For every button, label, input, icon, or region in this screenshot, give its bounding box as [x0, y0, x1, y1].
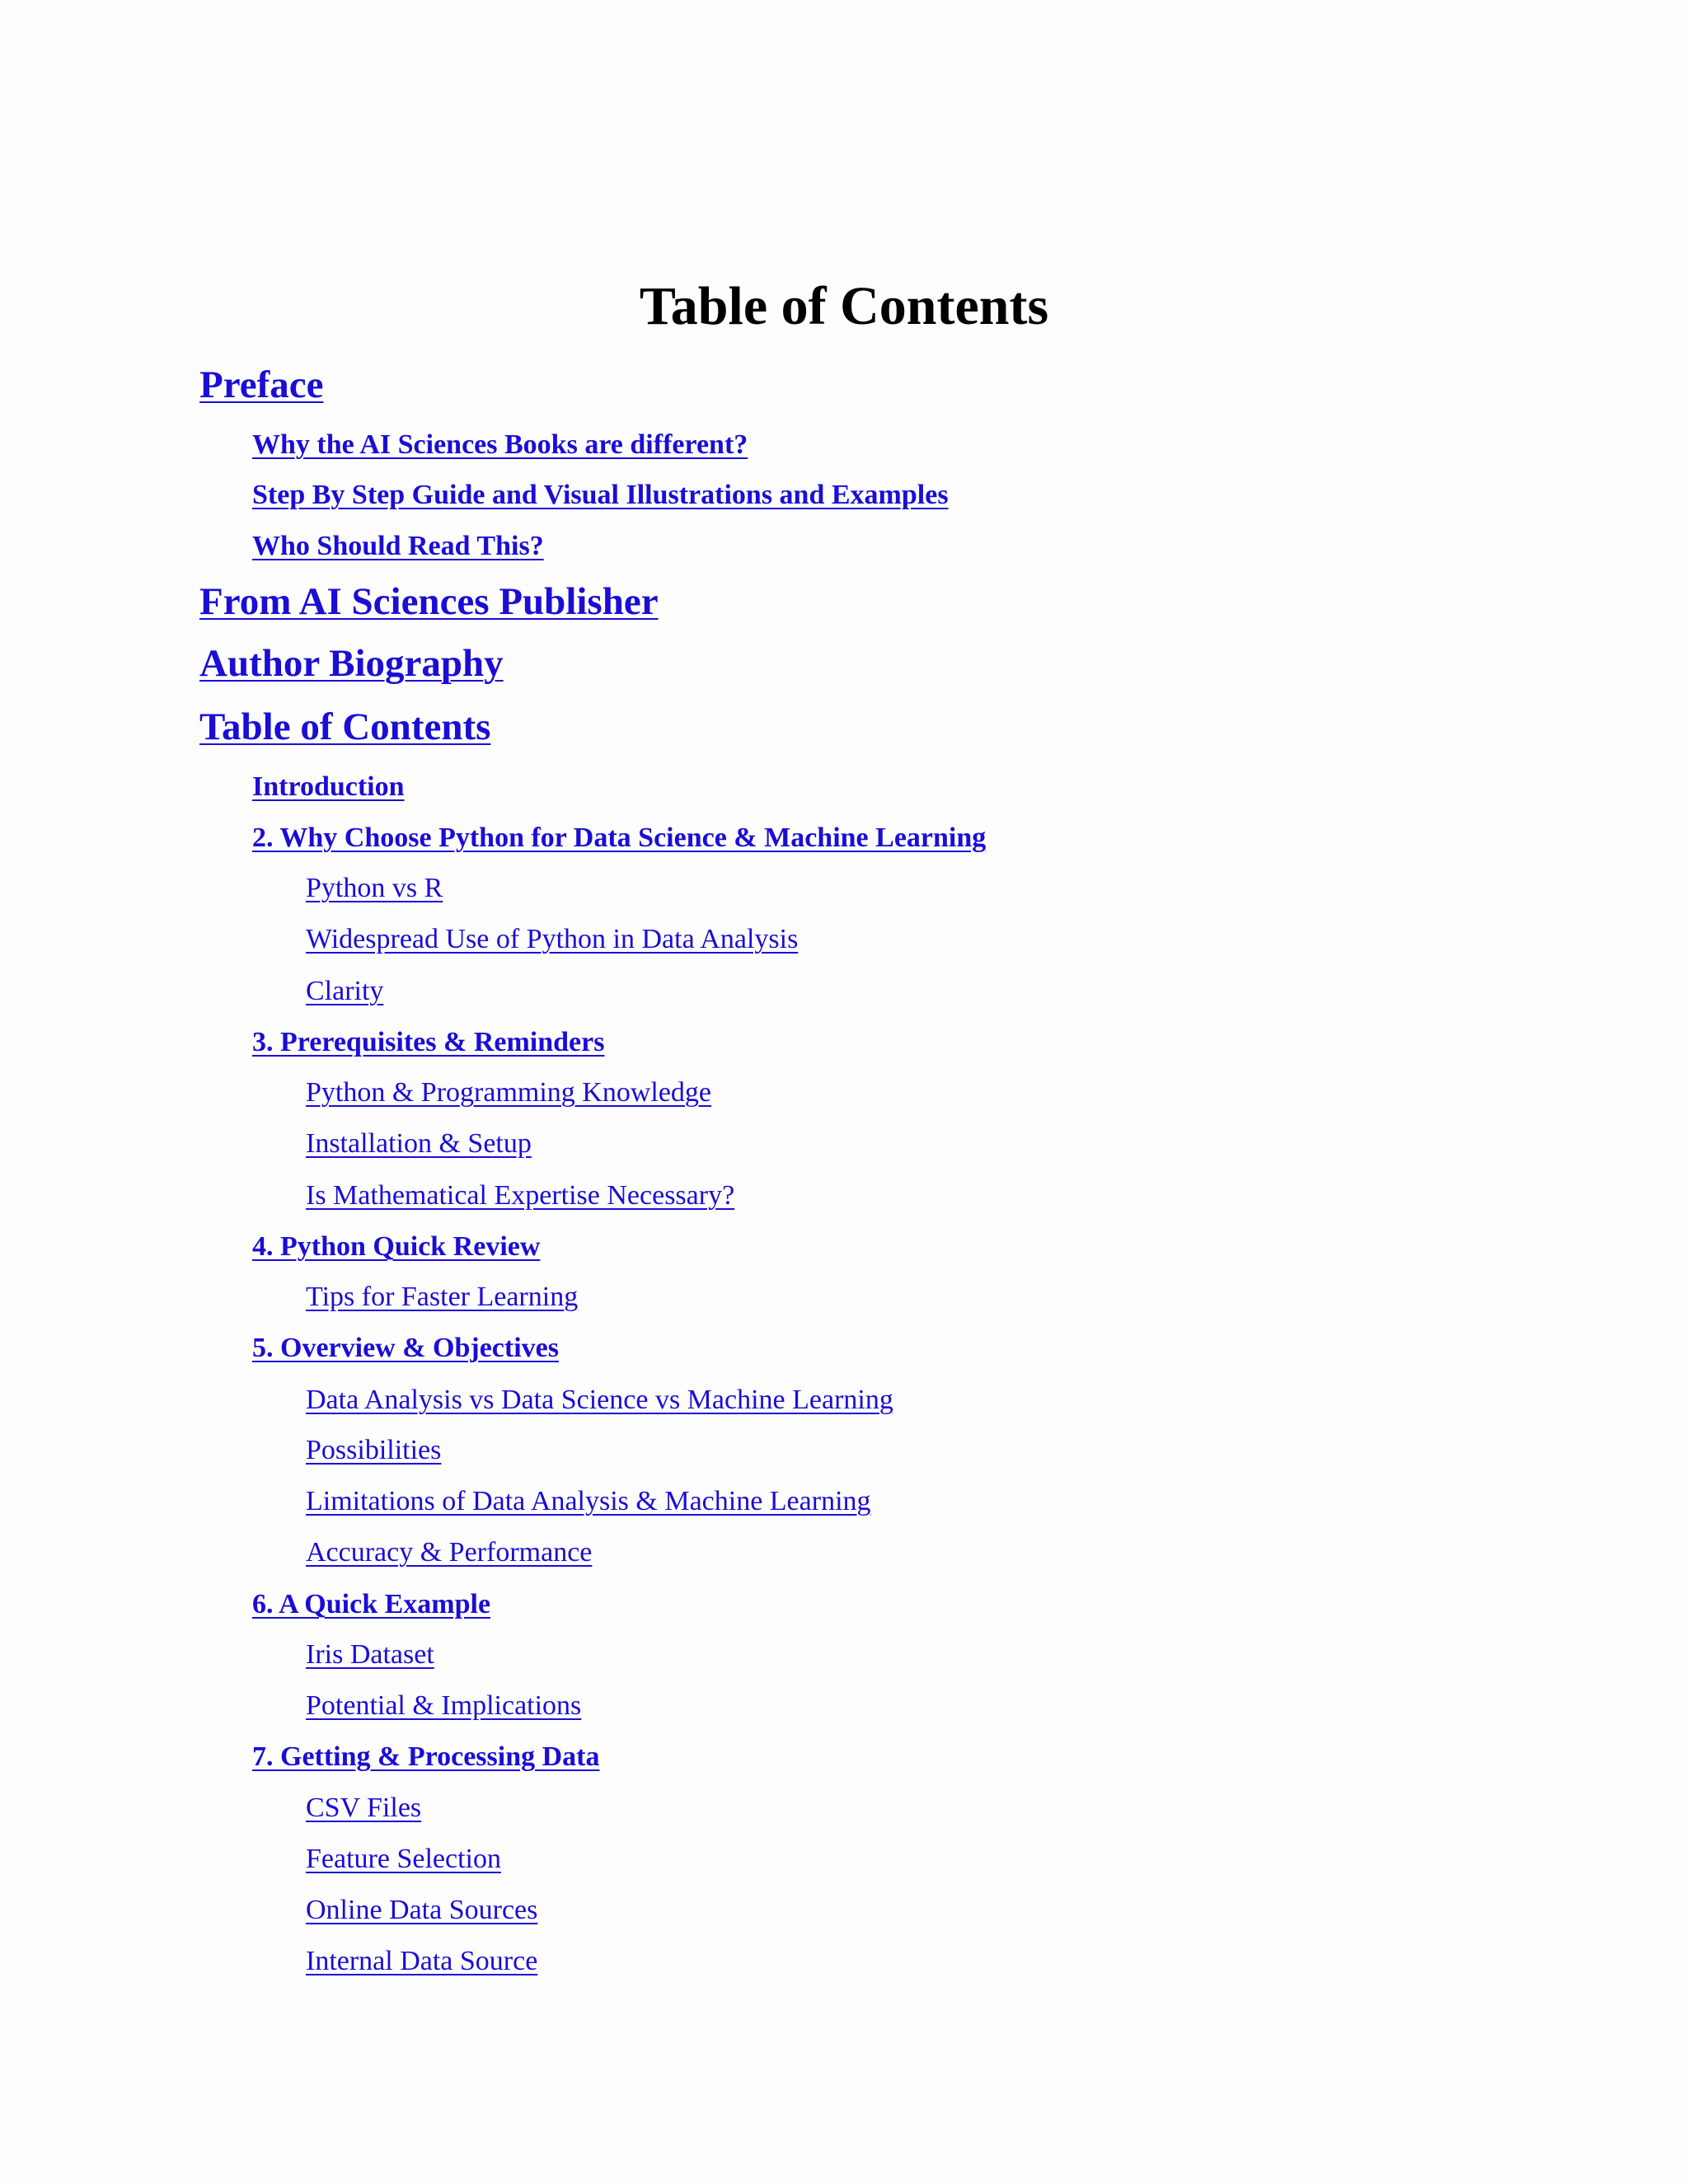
- toc-link-author-biography[interactable]: Author Biography: [199, 642, 504, 685]
- toc-link-chapter-4[interactable]: 4. Python Quick Review: [252, 1231, 541, 1262]
- toc-link-math-expertise[interactable]: Is Mathematical Expertise Necessary?: [306, 1180, 735, 1211]
- toc-link-iris-dataset[interactable]: Iris Dataset: [306, 1639, 434, 1670]
- toc-link-accuracy-performance[interactable]: Accuracy & Performance: [306, 1537, 593, 1568]
- toc-link-chapter-3[interactable]: 3. Prerequisites & Reminders: [252, 1027, 605, 1057]
- toc-link-step-by-step[interactable]: Step By Step Guide and Visual Illustrations and Examples: [252, 480, 949, 510]
- toc-link-clarity[interactable]: Clarity: [306, 976, 384, 1006]
- toc-link-csv-files[interactable]: CSV Files: [306, 1793, 422, 1823]
- toc-link-possibilities[interactable]: Possibilities: [306, 1435, 442, 1465]
- toc-link-table-of-contents[interactable]: Table of Contents: [199, 705, 491, 748]
- toc-link-da-vs-ds-vs-ml[interactable]: Data Analysis vs Data Science vs Machine Learning: [306, 1385, 893, 1415]
- toc-link-widespread-use[interactable]: Widespread Use of Python in Data Analysis: [306, 924, 799, 954]
- page-title: Table of Contents: [639, 276, 1049, 336]
- toc-link-why-different[interactable]: Why the AI Sciences Books are different?: [252, 429, 748, 460]
- toc-link-chapter-7[interactable]: 7. Getting & Processing Data: [252, 1741, 600, 1772]
- toc-link-who-should-read[interactable]: Who Should Read This?: [252, 531, 544, 561]
- toc-link-internal-data-source[interactable]: Internal Data Source: [306, 1946, 538, 1976]
- toc-link-preface[interactable]: Preface: [199, 363, 324, 406]
- toc-link-limitations[interactable]: Limitations of Data Analysis & Machine Learning: [306, 1486, 871, 1516]
- toc-link-feature-selection[interactable]: Feature Selection: [306, 1844, 501, 1874]
- toc-link-programming-knowledge[interactable]: Python & Programming Knowledge: [306, 1077, 712, 1108]
- toc-link-chapter-5[interactable]: 5. Overview & Objectives: [252, 1333, 559, 1363]
- toc-link-publisher[interactable]: From AI Sciences Publisher: [199, 580, 659, 623]
- toc-link-installation-setup[interactable]: Installation & Setup: [306, 1128, 532, 1159]
- toc-link-introduction[interactable]: Introduction: [252, 771, 405, 802]
- toc-link-potential-implications[interactable]: Potential & Implications: [306, 1690, 582, 1721]
- toc-link-chapter-2[interactable]: 2. Why Choose Python for Data Science & Machine Learning: [252, 823, 987, 853]
- toc-link-python-vs-r[interactable]: Python vs R: [306, 873, 443, 903]
- toc-link-faster-learning[interactable]: Tips for Faster Learning: [306, 1282, 579, 1312]
- toc-link-chapter-6[interactable]: 6. A Quick Example: [252, 1589, 491, 1619]
- toc-link-online-data-sources[interactable]: Online Data Sources: [306, 1895, 538, 1925]
